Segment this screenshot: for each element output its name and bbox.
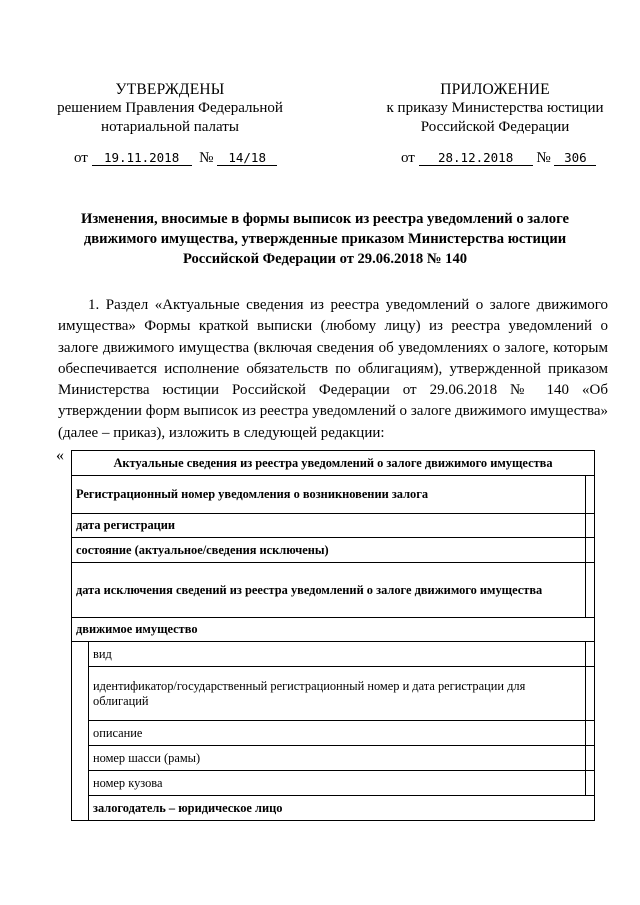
- appendix-date-prefix: от: [401, 150, 415, 166]
- approved-line1: решением Правления Федеральной: [57, 100, 283, 116]
- appendix-date: 28.12.2018: [419, 150, 533, 166]
- identifier-label: идентификатор/государственный регистрационный номер и дата регистрации для облигаций: [89, 667, 586, 721]
- table-row: [72, 563, 595, 618]
- exclusion-date-label: дата исключения сведений из реестра уведомлений о залоге движимого имущества: [72, 563, 586, 618]
- table-row: [72, 721, 595, 746]
- body-label: номер кузова: [89, 771, 586, 796]
- identifier-value: [586, 667, 595, 721]
- table-row: [72, 538, 595, 563]
- approved-date-line: [74, 150, 277, 167]
- sub-indent-cell: [72, 642, 89, 821]
- reg-number-value: [586, 476, 595, 514]
- appendix-block: [370, 80, 620, 137]
- reg-date-label: дата регистрации: [72, 514, 586, 538]
- approved-number-prefix: №: [199, 150, 214, 166]
- approved-date: 19.11.2018: [92, 150, 192, 166]
- appendix-line1: к приказу Министерства юстиции: [386, 100, 604, 116]
- approved-block: [40, 80, 300, 137]
- table-header: Актуальные сведения из реестра уведомлений о залоге движимого имущества: [72, 451, 595, 476]
- approved-number: 14/18: [217, 150, 277, 166]
- appendix-number: 306: [554, 150, 596, 166]
- appendix-date-line: [401, 150, 596, 167]
- register-table: [71, 450, 595, 821]
- table-row: [72, 796, 595, 821]
- approved-title: УТВЕРЖДЕНЫ: [115, 81, 225, 98]
- table-row: [72, 667, 595, 721]
- table-row: [72, 514, 595, 538]
- table-row: [72, 618, 595, 642]
- body-value: [586, 771, 595, 796]
- description-value: [586, 721, 595, 746]
- movable-property-label: движимое имущество: [72, 618, 595, 642]
- table-row: [72, 476, 595, 514]
- approved-date-prefix: от: [74, 150, 88, 166]
- exclusion-date-value: [586, 563, 595, 618]
- table-row: [72, 771, 595, 796]
- table-row: [72, 642, 595, 667]
- kind-value: [586, 642, 595, 667]
- reg-date-value: [586, 514, 595, 538]
- reg-number-label: Регистрационный номер уведомления о возникновении залога: [72, 476, 586, 514]
- appendix-number-prefix: №: [536, 150, 551, 166]
- table-row: [72, 746, 595, 771]
- paragraph-1: 1. Раздел «Актуальные сведения из реестра уведомлений о залоге движимого имущества» Формы краткой выписки (любому лицу) из реестра уведомлений о залоге движимого имущества (включая сведения об уведомлениях о залоге, которым обеспечивается исполнение обязательств по облигациям), утвержденной приказом Министерства юстиции Российской Федерации от 29.06.2018 № 140 «Об утверждении форм выписок из реестра уведомлений о залоге движимого имущества» (далее – приказ), изложить в следующей редакции:: [58, 297, 608, 441]
- opening-quote: «: [56, 447, 64, 464]
- chassis-label: номер шасси (рамы): [89, 746, 586, 771]
- document-title: Изменения, вносимые в формы выписок из реестра уведомлений о залоге движимого имущества, утвержденные приказом Министерства юстиции Российской Федерации от 29.06.2018 № 140: [80, 211, 569, 267]
- approved-line2: нотариальной палаты: [101, 119, 239, 135]
- pledgor-label: залогодатель – юридическое лицо: [89, 796, 595, 821]
- appendix-line2: Российской Федерации: [420, 119, 570, 135]
- table-row: [72, 451, 595, 476]
- description-label: описание: [89, 721, 586, 746]
- appendix-title: ПРИЛОЖЕНИЕ: [440, 81, 550, 98]
- status-value: [586, 538, 595, 563]
- kind-label: вид: [89, 642, 586, 667]
- chassis-value: [586, 746, 595, 771]
- status-label: состояние (актуальное/сведения исключены): [72, 538, 586, 563]
